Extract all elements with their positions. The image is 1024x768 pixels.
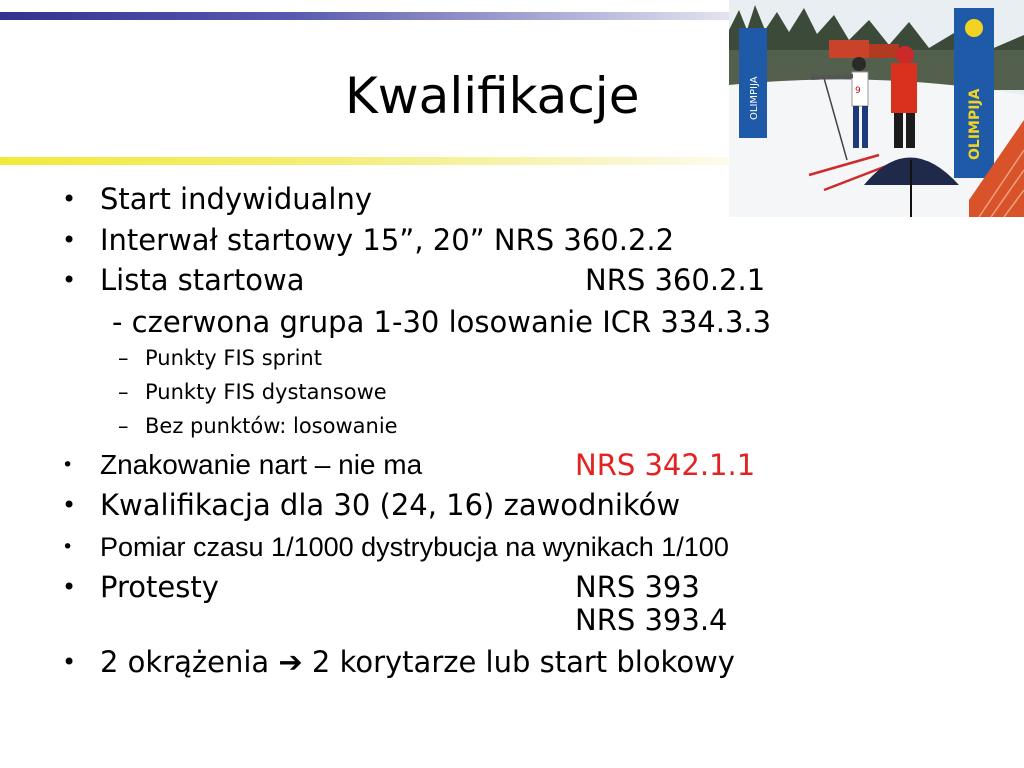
bullet-marker: • bbox=[62, 573, 77, 601]
rule-reference: NRS 393 bbox=[575, 570, 700, 604]
rule-reference: NRS 393.4 bbox=[575, 603, 728, 637]
item-text: Start indywidualny bbox=[100, 182, 373, 216]
rule-reference: NRS 342.1.1 bbox=[575, 448, 756, 482]
item-text: - czerwona grupa 1-30 losowanie ICR 334.3.3 bbox=[112, 305, 772, 339]
dash-marker: – bbox=[118, 380, 129, 404]
item-text: Lista startowa bbox=[100, 263, 305, 297]
item-text: Pomiar czasu 1/1000 dystrybucja na wynikach 1/100 bbox=[100, 532, 729, 562]
slide-title: Kwalifikacje bbox=[345, 67, 640, 125]
bullet-marker: • bbox=[62, 648, 77, 676]
bullet-marker: • bbox=[62, 491, 77, 519]
item-text: Punkty FIS sprint bbox=[145, 346, 322, 370]
arrow-icon: ➔ bbox=[278, 645, 303, 679]
bullet-marker: • bbox=[62, 226, 77, 254]
skier-bib-number: 9 bbox=[855, 86, 861, 96]
item-text: Bez punktów: losowanie bbox=[145, 414, 398, 438]
item-text bbox=[100, 645, 735, 679]
bullet-marker: • bbox=[62, 454, 74, 476]
title-bottom-rule bbox=[0, 157, 740, 165]
item-text: Kwalifikacja dla 30 (24, 16) zawodników bbox=[100, 488, 681, 522]
dash-marker: – bbox=[118, 346, 129, 370]
item-text: Punkty FIS dystansowe bbox=[145, 380, 387, 404]
item-text: Interwał startowy 15”, 20” NRS 360.2.2 bbox=[100, 223, 675, 257]
title-top-rule bbox=[0, 12, 740, 20]
right-banner-text: OLIMPIJA bbox=[967, 88, 983, 160]
item-text-part: 2 korytarze lub start blokowy bbox=[311, 645, 735, 679]
dash-marker: – bbox=[118, 414, 129, 438]
ski-race-photo bbox=[729, 0, 1024, 217]
bullet-marker: • bbox=[62, 266, 77, 294]
rule-reference: NRS 360.2.1 bbox=[585, 263, 766, 297]
item-text: Znakowanie nart – nie ma bbox=[100, 449, 423, 480]
bullet-marker: • bbox=[62, 185, 77, 213]
item-text: Protesty bbox=[100, 570, 219, 604]
bullet-marker: • bbox=[62, 536, 74, 558]
item-text-part: 2 okrążenia bbox=[100, 645, 270, 679]
left-banner-text: OLIMPIJA bbox=[749, 76, 760, 120]
